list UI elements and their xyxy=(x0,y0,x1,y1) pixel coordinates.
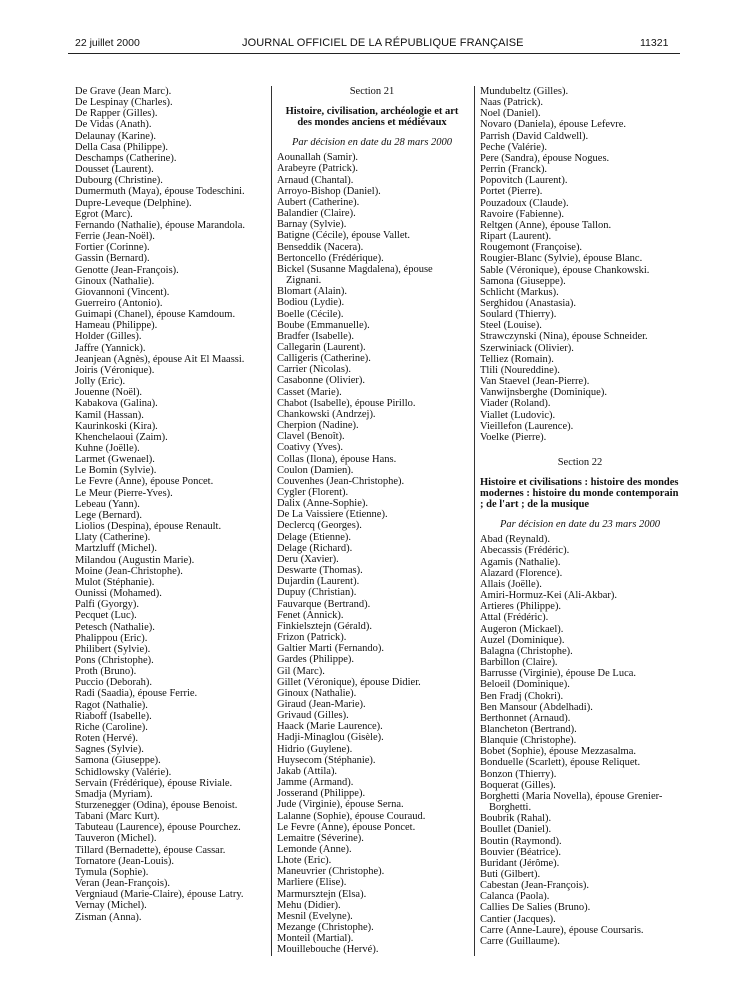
list-item: Khenchelaoui (Zaim). xyxy=(75,431,168,443)
list-item: Abecassis (Frédéric). xyxy=(480,545,570,557)
list-item: Petesch (Nathalie). xyxy=(75,621,155,633)
list-item: Pere (Sandra), épouse Nogues. xyxy=(480,152,610,164)
list-item: Gillet (Véronique), épouse Didier. xyxy=(277,676,421,688)
list-item: Steel (Louise). xyxy=(480,320,542,332)
list-item: Viader (Roland). xyxy=(480,398,551,410)
list-item: Tauveron (Michel). xyxy=(75,833,157,845)
list-item: Liolios (Despina), épouse Renault. xyxy=(75,521,222,533)
section-22-label: Section 22 xyxy=(557,457,603,468)
list-item: Ferrie (Jean-Noël). xyxy=(75,231,155,243)
header-date: 22 juillet 2000 xyxy=(75,37,140,49)
list-item: Naas (Patrick). xyxy=(480,97,543,109)
list-item: Finkielsztejn (Gérald). xyxy=(277,620,373,632)
list-item: Novaro (Daniela), épouse Lefevre. xyxy=(480,119,627,131)
list-item: Jude (Virginie), épouse Serna. xyxy=(277,799,404,811)
list-item: Lemaitre (Séverine). xyxy=(277,832,364,844)
list-item: Blomart (Alain). xyxy=(277,286,347,298)
list-item: Vieillefon (Laurence). xyxy=(480,420,574,432)
column-divider xyxy=(271,86,272,956)
list-item: Ravoire (Fabienne). xyxy=(480,208,564,220)
list-item: Della Casa (Philippe). xyxy=(75,141,169,153)
list-item: Couvenhes (Jean-Christophe). xyxy=(277,475,405,487)
list-item: De La Vaissiere (Etienne). xyxy=(277,509,388,521)
list-item: Coulon (Damien). xyxy=(277,464,354,476)
list-item: Bickel (Susanne Magdalena), épouse Zignani. xyxy=(277,263,433,287)
list-item: Carre (Guillaume). xyxy=(480,935,560,947)
list-item: Schidlowsky (Valérie). xyxy=(75,766,172,778)
list-item: Ben Fradj (Chokri). xyxy=(480,690,564,702)
list-item: Dubourg (Christine). xyxy=(75,175,163,187)
list-item: Gardes (Philippe). xyxy=(277,654,354,666)
list-item: Balandier (Claire). xyxy=(277,208,356,220)
list-item: Philibert (Sylvie). xyxy=(75,643,151,655)
list-item: Mesnil (Evelyne). xyxy=(277,910,353,922)
section-22-decision: Par décision en date du 23 mars 2000 xyxy=(499,519,661,531)
list-item: Kamil (Hassan). xyxy=(75,409,144,421)
list-item: Chabot (Isabelle), épouse Pirillo. xyxy=(277,397,416,409)
list-item: Tornatore (Jean-Louis). xyxy=(75,855,174,867)
list-item: Dumermuth (Maya), épouse Todeschini. xyxy=(75,186,245,198)
list-item: Casabonne (Olivier). xyxy=(277,375,366,387)
list-item: Holder (Gilles). xyxy=(75,331,142,343)
list-item: Perrin (Franck). xyxy=(480,164,548,176)
list-item: Arroyo-Bishop (Daniel). xyxy=(277,185,381,197)
list-item: Roten (Hervé). xyxy=(75,733,138,745)
list-item: Vanwijnsberghe (Dominique). xyxy=(480,387,607,399)
list-item: Aounallah (Samir). xyxy=(277,152,359,164)
list-item: Tabuteau (Laurence), épouse Pourchez. xyxy=(75,822,241,834)
list-item: Ben Mansour (Abdelhadi). xyxy=(480,701,593,713)
list-item: Barbillon (Claire). xyxy=(480,657,558,669)
list-item: Artieres (Philippe). xyxy=(480,601,562,613)
list-item: Van Staevel (Jean-Pierre). xyxy=(480,376,590,388)
list-item: Bradfer (Isabelle). xyxy=(277,330,354,342)
list-item: Lalanne (Sophie), épouse Couraud. xyxy=(277,810,426,822)
list-item: Jakab (Attila). xyxy=(277,765,338,777)
list-item: Delaunay (Karine). xyxy=(75,130,157,142)
list-item: Hadji-Minaglou (Gisèle). xyxy=(277,732,384,744)
list-item: Carrier (Nicolas). xyxy=(277,364,352,376)
list-item: Augeron (Mickael). xyxy=(480,623,564,635)
list-item: Llaty (Catherine). xyxy=(75,532,151,544)
list-item: Bouvier (Béatrice). xyxy=(480,846,562,858)
list-item: Cygler (Florent). xyxy=(277,487,349,498)
list-item: Declercq (Georges). xyxy=(277,520,362,532)
list-item: Deswarte (Thomas). xyxy=(277,565,363,577)
list-item: Gil (Marc). xyxy=(277,665,325,677)
list-item: Marliere (Elise). xyxy=(277,877,347,889)
list-item: Alazard (Florence). xyxy=(480,567,563,579)
list-item: Josserand (Philippe). xyxy=(277,788,366,800)
list-item: Giovannoni (Vincent). xyxy=(75,286,170,298)
list-item: Bertoncello (Frédérique). xyxy=(277,252,384,264)
section-21-heading: Histoire, civilisation, archéologie et art des mondes anciens et médiévaux xyxy=(285,106,459,129)
list-item: Le Fevre (Anne), épouse Poncet. xyxy=(75,476,214,488)
list-item: Aubert (Catherine). xyxy=(277,196,360,208)
list-item: Frizon (Patrick). xyxy=(277,632,347,644)
list-item: Deschamps (Catherine). xyxy=(75,152,177,164)
list-item: Reltgen (Anne), épouse Tallon. xyxy=(480,219,612,231)
list-item: Portet (Pierre). xyxy=(480,186,543,198)
list-item: Pouzadoux (Claude). xyxy=(480,197,569,209)
list-item: Boelle (Cécile). xyxy=(277,308,344,320)
list-item: Dousset (Laurent). xyxy=(75,164,154,176)
list-item: Tlili (Noureddine). xyxy=(480,364,560,376)
list-item: Popovitch (Laurent). xyxy=(480,175,568,187)
list-item: Coativy (Yves). xyxy=(277,442,344,454)
list-item: De Lespinay (Charles). xyxy=(75,97,173,109)
list-item: Puccio (Deborah). xyxy=(75,677,152,689)
list-item: Kuhne (Joëlle). xyxy=(75,443,140,454)
list-item: Riaboff (Isabelle). xyxy=(75,710,152,722)
list-item: Huysecom (Stéphanie). xyxy=(277,754,376,766)
header-page-number: 11321 xyxy=(640,37,669,49)
list-item: Mundubeltz (Gilles). xyxy=(480,86,569,97)
list-item: Soulard (Thierry). xyxy=(480,309,557,321)
list-item: Arabeyre (Patrick). xyxy=(277,163,359,175)
list-item: Rougier-Blanc (Sylvie), épouse Blanc. xyxy=(480,253,643,265)
list-item: Veran (Jean-François). xyxy=(75,878,171,890)
list-item: Vergniaud (Marie-Claire), épouse Latry. xyxy=(75,889,244,901)
column-2 xyxy=(277,86,467,956)
list-item: Batigne (Cécile), épouse Vallet. xyxy=(277,230,411,242)
list-item: Jaffre (Yannick). xyxy=(75,342,146,354)
section-21-list-continued xyxy=(480,86,680,443)
list-item: Attal (Frédéric). xyxy=(480,612,549,624)
list-item: Hidrio (Guylene). xyxy=(277,743,353,755)
list-item: Proth (Bruno). xyxy=(75,666,137,678)
list-item: Joiris (Véronique). xyxy=(75,364,155,376)
list-item: Ginoux (Nathalie). xyxy=(75,275,155,287)
list-item: Dujardin (Laurent). xyxy=(277,576,360,588)
list-item: Guerreiro (Antonio). xyxy=(75,297,163,309)
list-item: Amiri-Hormuz-Kei (Ali-Akbar). xyxy=(480,590,618,602)
list-item: Le Fevre (Anne), épouse Poncet. xyxy=(277,821,416,833)
list-item: Gassin (Bernard). xyxy=(75,253,150,265)
column-3 xyxy=(480,86,680,947)
list-item: Samona (Giuseppe). xyxy=(75,755,161,767)
list-item: Boquerat (Gilles). xyxy=(480,779,556,791)
list-item: Borghetti (Maria Novella), épouse Grenier-Borghetti. xyxy=(480,790,663,814)
list-item: Chankowski (Andrzej). xyxy=(277,408,376,420)
list-item: Le Meur (Pierre-Yves). xyxy=(75,487,173,499)
list-item: Samona (Giuseppe). xyxy=(480,275,566,287)
list-item: Boube (Emmanuelle). xyxy=(277,319,370,331)
list-item: Blancheton (Bertrand). xyxy=(480,723,577,735)
list-item: Peche (Valérie). xyxy=(480,141,548,153)
list-item: Voelke (Pierre). xyxy=(480,431,547,443)
list-item: Genotte (Jean-François). xyxy=(75,264,179,276)
list-item: Abad (Reynald). xyxy=(480,534,550,546)
list-item: Hameau (Philippe). xyxy=(75,320,158,332)
list-item: Grivaud (Gilles). xyxy=(277,710,349,722)
list-item: Lhote (Eric). xyxy=(277,855,332,867)
list-item: Clavel (Benoît). xyxy=(277,431,345,443)
list-item: Beloeil (Dominique). xyxy=(480,679,570,691)
list-item: Fenet (Annick). xyxy=(277,609,344,621)
list-item: Tillard (Bernadette), épouse Cassar. xyxy=(75,844,226,856)
list-item: Szerwiniack (Olivier). xyxy=(480,342,574,354)
list-item: Mulot (Stéphanie). xyxy=(75,576,155,588)
list-item: Collas (Ilona), épouse Hans. xyxy=(277,453,397,465)
list-item: Sable (Véronique), épouse Chankowski. xyxy=(480,264,650,276)
list-item: Giraud (Jean-Marie). xyxy=(277,698,366,710)
list-item: Le Bomin (Sylvie). xyxy=(75,465,157,477)
list-item: Palfi (Gyorgy). xyxy=(75,599,139,611)
list-item: Casset (Marie). xyxy=(277,386,342,398)
list-item: Benseddik (Nacera). xyxy=(277,241,364,253)
list-item: Bobet (Sophie), épouse Mezzasalma. xyxy=(480,746,636,758)
list-item: Milandou (Augustin Marie). xyxy=(75,554,195,566)
list-item: Schlicht (Markus). xyxy=(480,286,559,298)
list-item: De Grave (Jean Marc). xyxy=(75,86,172,97)
list-item: Bonzon (Thierry). xyxy=(480,768,557,780)
list-item: Tymula (Sophie). xyxy=(75,866,149,878)
list-item: Blanquie (Christophe). xyxy=(480,735,577,747)
list-item: Maneuvrier (Christophe). xyxy=(277,866,385,878)
list-item: Deru (Xavier). xyxy=(277,553,339,565)
list-item: Ginoux (Nathalie). xyxy=(277,687,357,699)
section-22-heading: Histoire et civilisations : histoire des mondes modernes : histoire du monde contemporain ; de l'art ; de la musique xyxy=(480,477,679,511)
list-item: Mezange (Christophe). xyxy=(277,922,374,934)
list-item: Parrish (David Caldwell). xyxy=(480,130,589,142)
list-item: Zisman (Anna). xyxy=(75,911,142,923)
list-item: Cabestan (Jean-François). xyxy=(480,880,590,892)
header-title: JOURNAL OFFICIEL DE LA RÉPUBLIQUE FRANÇAISE xyxy=(242,37,524,49)
list-item: Martzluff (Michel). xyxy=(75,543,158,555)
list-item: Ragot (Nathalie). xyxy=(75,699,148,711)
list-item: Lege (Bernard). xyxy=(75,509,143,521)
list-item: Phalippou (Eric). xyxy=(75,632,148,644)
list-item: Delage (Richard). xyxy=(277,542,353,554)
list-item: Viallet (Ludovic). xyxy=(480,409,556,421)
list-item: Boubrik (Rahal). xyxy=(480,813,552,825)
section-21-list xyxy=(277,152,467,955)
list-item: Noel (Daniel). xyxy=(480,108,541,120)
list-item: Moine (Jean-Christophe). xyxy=(75,565,183,577)
section-22-list xyxy=(480,534,680,947)
list-item: Callies De Salies (Bruno). xyxy=(480,902,591,914)
list-item: Marmursztejn (Elsa). xyxy=(277,888,367,900)
list-item: Kabakova (Galina). xyxy=(75,398,158,410)
list-item: Arnaud (Chantal). xyxy=(277,174,354,186)
list-item: Servain (Frédérique), épouse Riviale. xyxy=(75,777,233,789)
list-item: Dalix (Anne-Sophie). xyxy=(277,498,368,510)
list-item: Mouillebouche (Hervé). xyxy=(277,944,379,956)
list-item: Boutin (Raymond). xyxy=(480,835,562,847)
list-item: Monteil (Martial). xyxy=(277,933,354,945)
list-item: Pecquet (Luc). xyxy=(75,610,137,622)
list-item: Rougemont (Françoise). xyxy=(480,242,583,254)
header-rule xyxy=(68,53,680,54)
list-item: Bodiou (Lydie). xyxy=(277,297,345,309)
list-item: Radi (Saadia), épouse Ferrie. xyxy=(75,688,198,700)
list-item: Galtier Marti (Fernando). xyxy=(277,643,385,655)
list-item: Jouenne (Noël). xyxy=(75,387,143,399)
list-item: Dupre-Leveque (Delphine). xyxy=(75,197,192,209)
list-item: Bonduelle (Scarlett), épouse Reliquet. xyxy=(480,757,641,769)
list-item: Lebeau (Yann). xyxy=(75,498,140,510)
list-item: Agamis (Nathalie). xyxy=(480,556,561,568)
list-item: Strawczynski (Nina), épouse Schneider. xyxy=(480,331,648,343)
list-item: Fernando (Nathalie), épouse Marandola. xyxy=(75,219,245,231)
list-item: Fauvarque (Bertrand). xyxy=(277,598,371,610)
section-21-decision: Par décision en date du 28 mars 2000 xyxy=(291,137,453,149)
column-1 xyxy=(75,86,265,923)
list-item: Callegarin (Laurent). xyxy=(277,341,366,353)
list-item: Barnay (Sylvie). xyxy=(277,219,347,231)
list-item: Sturzenegger (Odina), épouse Benoist. xyxy=(75,800,238,811)
list-item: Balagna (Christophe). xyxy=(480,645,573,657)
list-item: Egrot (Marc). xyxy=(75,208,133,220)
list-item: Serghidou (Anastasia). xyxy=(480,297,577,309)
list-item: Vernay (Michel). xyxy=(75,900,147,912)
list-item: Auzel (Dominique). xyxy=(480,634,565,646)
list-item: Cherpion (Nadine). xyxy=(277,420,359,432)
column-divider xyxy=(474,86,475,956)
list-item: Telliez (Romain). xyxy=(480,353,554,365)
list-item: Guimapi (Chanel), épouse Kamdoum. xyxy=(75,309,236,321)
list-item: Buridant (Jérôme). xyxy=(480,857,560,869)
list-item: Dupuy (Christian). xyxy=(277,587,357,599)
list-item: Pons (Christophe). xyxy=(75,654,154,666)
list-item: De Vidas (Anath). xyxy=(75,119,152,131)
list-item: Cantier (Jacques). xyxy=(480,913,556,925)
list-item: Kaurinkoski (Kira). xyxy=(75,420,158,432)
page-header xyxy=(0,0,748,60)
list-item: Mehu (Didier). xyxy=(277,899,341,911)
list-item: Jolly (Eric). xyxy=(75,376,126,388)
list-item: De Rapper (Gilles). xyxy=(75,108,158,120)
list-item: Jeanjean (Agnès), épouse Ait El Maassi. xyxy=(75,353,245,365)
list-item: Barrusse (Virginie), épouse De Luca. xyxy=(480,668,637,680)
list-item: Larmet (Gwenael). xyxy=(75,454,155,466)
list-item: Delage (Etienne). xyxy=(277,531,352,543)
list-item: Haack (Marie Laurence). xyxy=(277,721,383,733)
list-item: Fortier (Corinne). xyxy=(75,242,150,254)
list-item: Ounissi (Mohamed). xyxy=(75,588,162,600)
list-item: Ripart (Laurent). xyxy=(480,231,552,243)
list-item: Buti (Gilbert). xyxy=(480,869,541,880)
list-item: Jamme (Armand). xyxy=(277,777,354,789)
list-item: Lemonde (Anne). xyxy=(277,844,352,855)
list-item: Carre (Anne-Laure), épouse Coursaris. xyxy=(480,924,644,936)
list-item: Allais (Joëlle). xyxy=(480,578,542,590)
list-item: Boullet (Daniel). xyxy=(480,824,552,836)
list-item: Calligeris (Catherine). xyxy=(277,353,371,365)
list-item: Calanca (Paola). xyxy=(480,891,550,903)
list-item: Smadja (Myriam). xyxy=(75,788,153,800)
section-21-label: Section 21 xyxy=(349,86,395,97)
list-item: Tabani (Marc Kurt). xyxy=(75,811,160,823)
list-item: Riche (Caroline). xyxy=(75,721,148,733)
list-item: Berthonnet (Arnaud). xyxy=(480,712,571,724)
list-item: Sagnes (Sylvie). xyxy=(75,744,144,756)
